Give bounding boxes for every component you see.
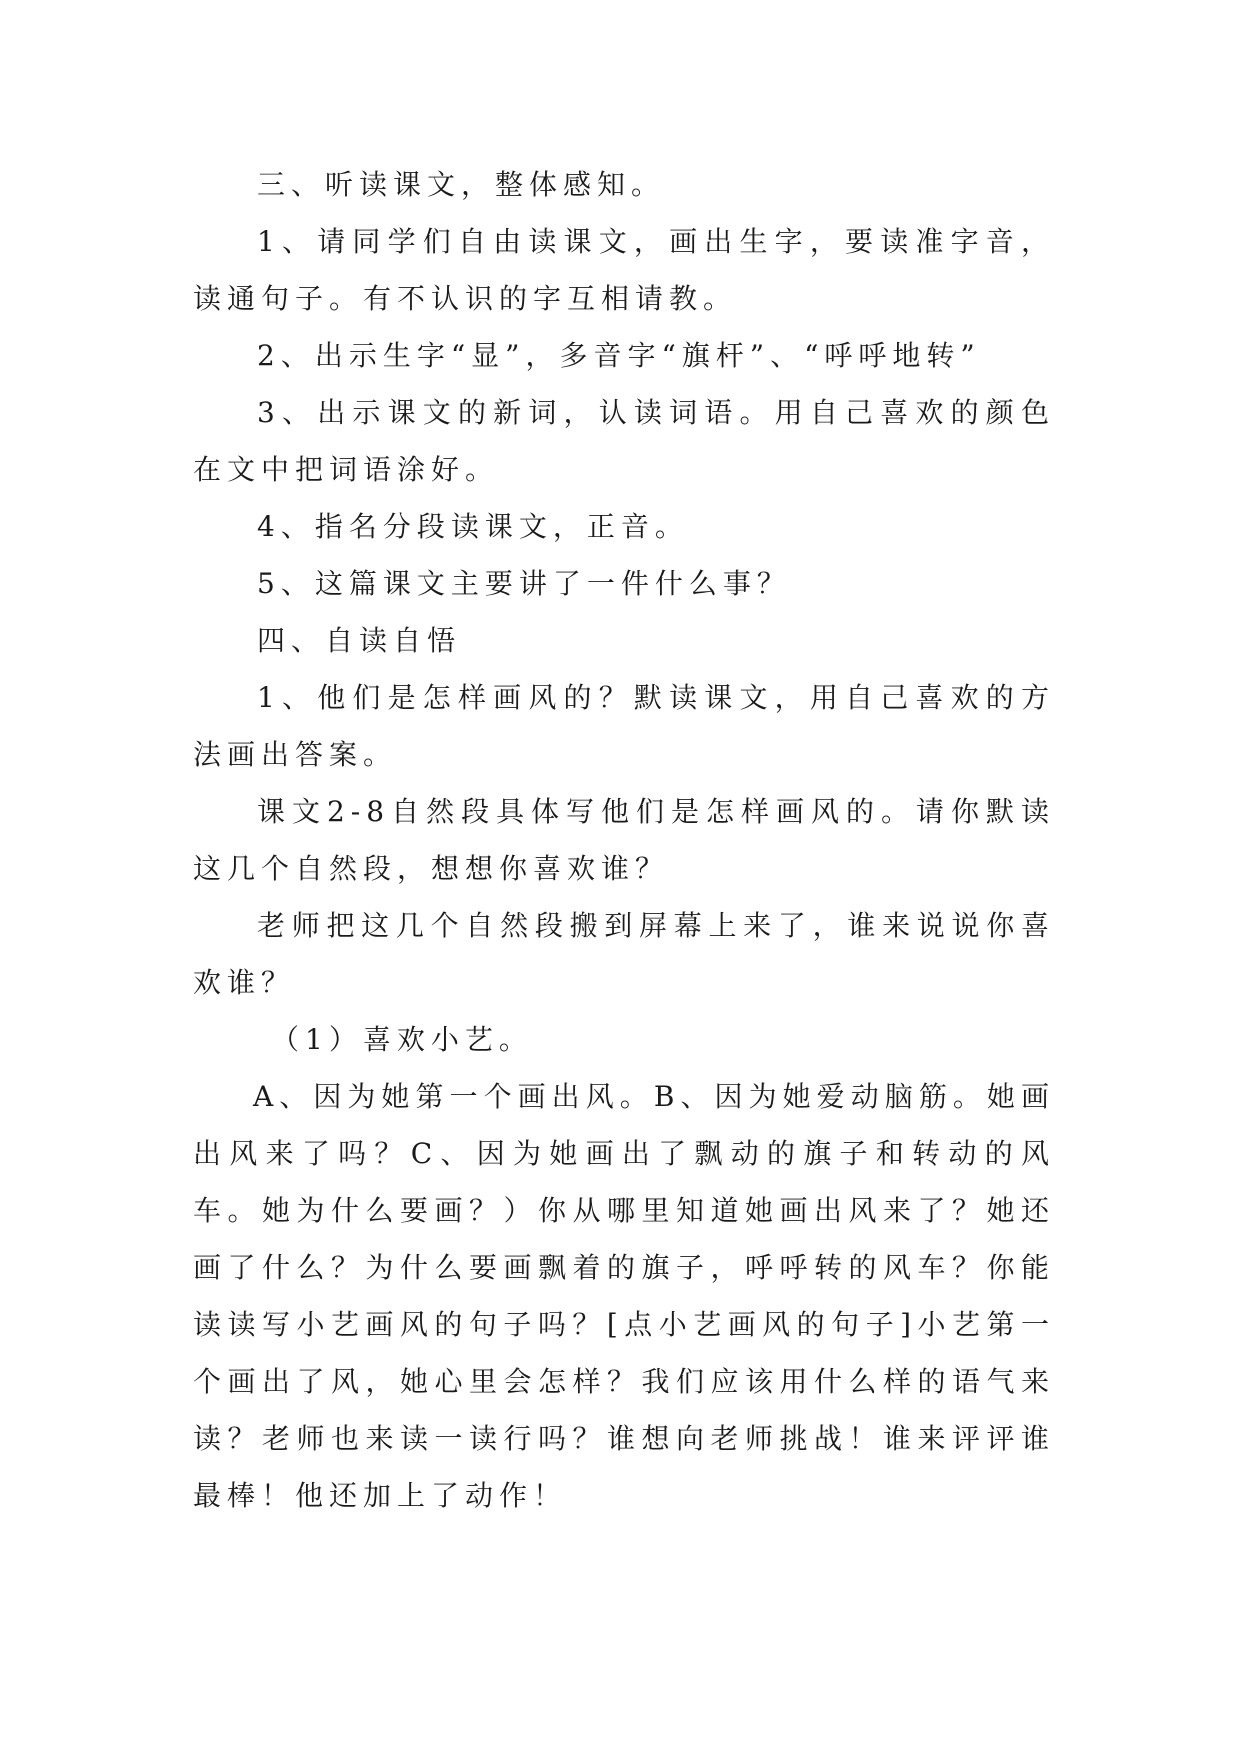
step-3-new-words: 3、出示课文的新词，认读词语。用自己喜欢的颜色在文中把词语涂好。	[193, 396, 1055, 486]
step-5-main-idea: 5、这篇课文主要讲了一件什么事？	[257, 567, 791, 600]
step-4-paragraph-reading: 4、指名分段读课文，正音。	[257, 510, 689, 543]
question-1-how-to-draw-wind: 1、他们是怎样画风的？默读课文，用自己喜欢的方法画出答案。	[193, 681, 1055, 771]
step-2-show-characters: 2、出示生字“显”，多音字“旗杆”、“呼呼地转”	[257, 339, 981, 372]
paragraph-silent-reading: 课文2-8自然段具体写他们是怎样画风的。请你默读这几个自然段，想想你喜欢谁？	[193, 795, 1055, 885]
document-page	[193, 156, 1055, 1524]
subsection-like-xiaoyi: （1）喜欢小艺。	[271, 1023, 533, 1056]
section-heading-listen-read: 三、听读课文，整体感知。	[257, 168, 666, 201]
paragraph-teacher-screen: 老师把这几个自然段搬到屏幕上来了，谁来说说你喜欢谁？	[193, 909, 1055, 999]
step-1-free-reading: 1、请同学们自由读课文，画出生字，要读准字音，读通句子。有不认识的字互相请教。	[193, 225, 1055, 315]
paragraph-xiaoyi-discussion: A、因为她第一个画出风。B、因为她爱动脑筋。她画出风来了吗？C、因为她画出了飘动的旗子和转动的风车。她为什么要画？）你从哪里知道她画出风来了？她还画了什么？为什么要画飘着的旗子，呼呼转的风车？你能读读写小艺画风的句子吗？[点小艺画风的句子]小艺第一个画出了风，她心里会怎样？我们应该用什么样的语气来读？老师也来读一读行吗？谁想向老师挑战！谁来评评谁最棒！他还加上了动作！	[193, 1080, 1055, 1512]
section-heading-self-reading: 四、自读自悟	[257, 624, 462, 657]
